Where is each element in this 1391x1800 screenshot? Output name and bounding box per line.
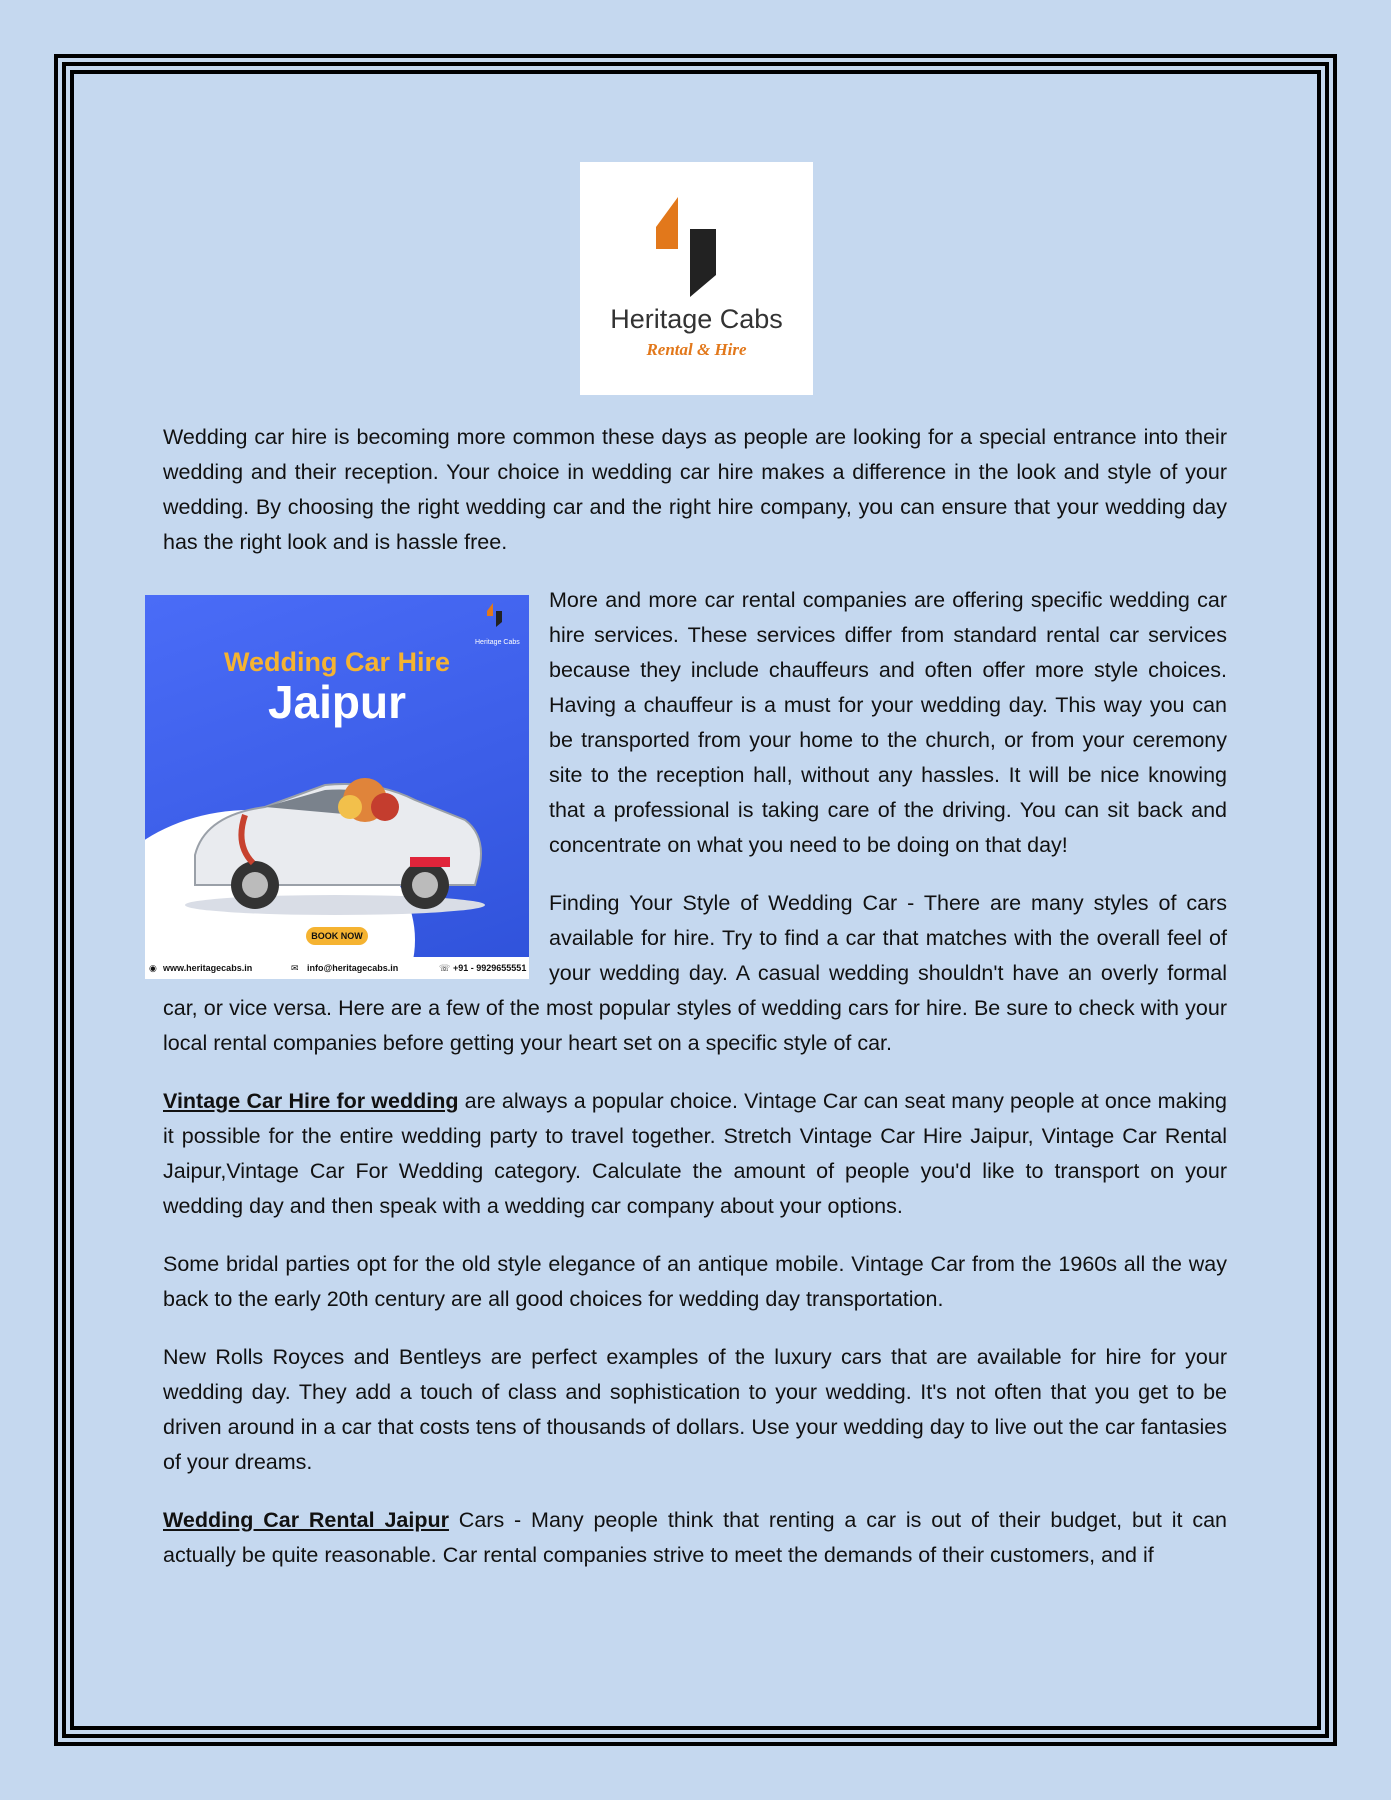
promo-phone: +91 - 9929655551 [453,963,527,973]
paragraph-luxury: New Rolls Royces and Bentleys are perfect examples of the luxury cars that are available for hire for your wedding day. They add a touch of class and sophistication to your wedding. It's not often that you get to be driven around in a car that costs tens of thousands of dollars. Use your wedding day to live out the car fantasies of your dreams. [163,1345,1227,1474]
paragraph-vintage-text: are always a popular choice. Vintage Car can seat many people at once making it possible for the entire wedding party to travel together. Stretch Vintage Car Hire Jaipur, Vintage Car Rental Jaipur,Vintage Car For Wedding category. Calculate the amount of people you'd like to transport on your wedding day and then speak with a wedding car company about your options. [163,1089,1227,1218]
vintage-car-hire-link[interactable]: Vintage Car Hire for wedding [163,1089,459,1113]
book-now-button: BOOK NOW [306,927,368,945]
promo-email: info@heritagecabs.in [307,963,399,973]
promo-headline: Wedding Car Hire [223,647,451,677]
paragraph-chauffeur: More and more car rental companies are offering specific wedding car hire services. These services differ from standard rental car services because they include chauffeurs and often offer more style choices. Having a chauffeur is a must for your wedding day. This way you can be transported from your home to the church, or from your ceremony site to the reception hall, without any hassles. It will be nice knowing that a professional is taking care of the driving. You can sit back and concentrate on what you need to be doing on that day! [549,588,1227,857]
promo-logo-icon [485,603,507,627]
phone-icon: ☏ [439,963,451,973]
paragraph-vintage [163,1084,1227,1224]
company-logo [580,162,813,395]
promo-contact-bar [145,957,529,979]
paragraph-rental-text: Cars - Many people think that renting a car is out of their budget, but it can actually be quite reasonable. Car rental companies strive to meet the demands of their customers, and if [163,1508,1227,1567]
paragraph-antique: Some bridal parties opt for the old style elegance of an antique mobile. Vintage Car from the 1960s all the way back to the early 20th century are all good choices for wedding day transportation. [163,1252,1227,1311]
promo-website: www.heritagecabs.in [163,963,253,973]
promo-city: Jaipur [267,676,407,728]
logo-mark-icon [650,197,744,297]
mail-icon: ✉ [291,963,299,973]
promo-brand-name: Heritage Cabs [475,639,520,646]
logo-brand-name: Heritage Cabs [610,304,783,334]
paragraph-intro: Wedding car hire is becoming more common these days as people are looking for a special entrance into their wedding and their reception. Your choice in wedding car hire makes a difference in the look and style of your wedding. By choosing the right wedding car and the right hire company, you can ensure that your wedding day has the right look and is hassle free. [163,425,1227,554]
logo-tagline: Rental & Hire [646,340,747,359]
article-body [149,420,1227,1596]
car-icon [175,745,495,920]
wedding-car-promo-image [145,595,529,979]
wedding-car-rental-link[interactable]: Wedding Car Rental Jaipur [163,1508,449,1532]
globe-icon: ◉ [149,963,157,973]
paragraph-rental [163,1503,1227,1573]
paragraph-style: Finding Your Style of Wedding Car - There are many styles of cars available for hire. Try to find a car that matches with the overall feel of your wedding day. A casual wedding shouldn't have an overly formal car, or vice versa. Here are a few of the most popular styles of wedding cars for hire. Be sure to check with your local rental companies before getting your heart set on a specific style of car. [163,891,1227,1055]
